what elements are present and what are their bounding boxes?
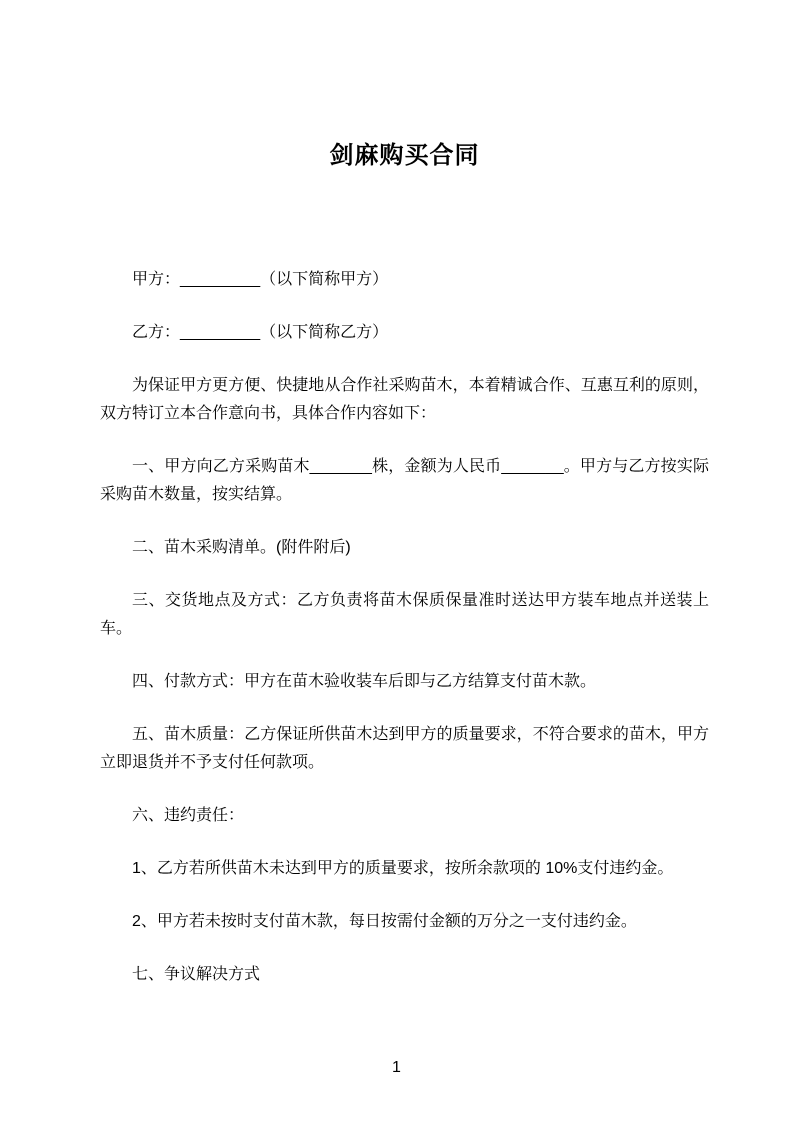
document-title: 剑麻购买合同: [329, 142, 480, 169]
paragraph-clause-5: 五、苗木质量：乙方保证所供苗木达到甲方的质量要求，不符合要求的苗木，甲方立即退货并不予支付任何款项。: [100, 726, 709, 771]
paragraph-clause-2: 二、苗木采购清单。(附件附后): [132, 539, 351, 556]
paragraph-clause-1: 一、甲方向乙方采购苗木_______株，金额为人民币_______。甲方与乙方按实际采购苗木数量，按实结算。: [100, 458, 709, 503]
paragraph-preamble: 为保证甲方更方便、快捷地从合作社采购苗木，本着精诚合作、互惠互利的原则，双方特订立本合作意向书，具体合作内容如下：: [100, 377, 709, 422]
paragraph-clause-6-item-2: 2、甲方若未按时支付苗木款，每日按需付金额的万分之一支付违约金。: [132, 913, 637, 930]
paragraph-clause-6: 六、违约责任：: [132, 807, 245, 824]
paragraph-party-b: 乙方：_________（以下简称乙方）: [132, 324, 389, 341]
paragraph-party-a: 甲方：_________（以下简称甲方）: [132, 271, 389, 288]
paragraph-clause-6-item-1: 1、乙方若所供苗木未达到甲方的质量要求，按所余款项的 10%支付违约金。: [132, 860, 674, 877]
paragraph-clause-7: 七、争议解决方式: [132, 966, 261, 983]
paragraph-clause-4: 四、付款方式：甲方在苗木验收装车后即与乙方结算支付苗木款。: [132, 673, 597, 690]
paragraph-clause-3: 三、交货地点及方式：乙方负责将苗木保质保量准时送达甲方装车地点并送装上车。: [100, 592, 709, 637]
page-number: 1: [392, 1059, 401, 1076]
